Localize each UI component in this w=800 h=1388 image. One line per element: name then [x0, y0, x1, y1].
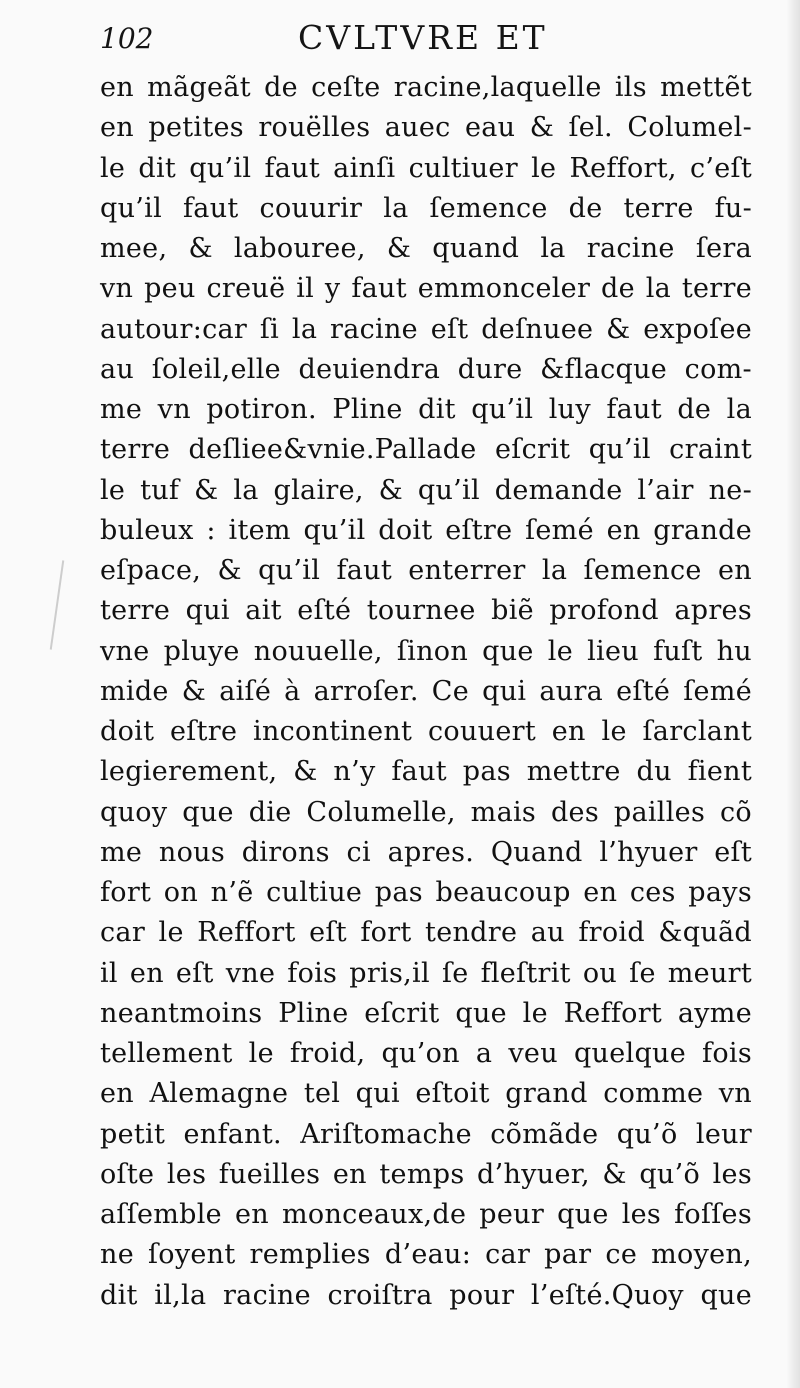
text-line: en mãgeãt de ceſte racine,laquelle ils mettẽt [100, 72, 752, 103]
text-line: petit enfant. Ariſtomache cõmãde qu’õ leur [100, 1118, 752, 1150]
text-line: fort on n’ẽ cultiue pas beaucoup en ces pays [100, 877, 752, 908]
text-line: me vn potiron. Pline dit qu’il luy faut de la [100, 394, 752, 425]
text-line: neantmoins Pline eſcrit que le Reffort ayme [100, 997, 752, 1029]
text-line: en Alemagne tel qui eſtoit grand comme vn [100, 1078, 752, 1110]
text-line: buleux : item qu’il doit eſtre ſemé en grande [100, 514, 752, 546]
text-line: mide & aiſé à arroſer. Ce qui aura eſté ſemé [100, 675, 752, 707]
text-line: le tuf & la glaire, & qu’il demande l’air ne- [100, 474, 752, 506]
text-line: vn peu creuë il y faut emmonceler de la terre [100, 273, 752, 305]
page-edge-shadow [786, 0, 800, 1388]
text-line: tellement le froid, qu’on a veu quelque fois [100, 1038, 752, 1069]
text-line: doit eſtre incontinent couuert en le ſarclant [100, 716, 752, 747]
text-line: mee, & labouree, & quand la racine ſera [100, 233, 752, 264]
running-head: CVLTVRE ET [298, 18, 548, 57]
text-line: autour:car ſi la racine eſt deſnuee & expoſee [100, 313, 752, 345]
margin-pencil-mark [50, 560, 65, 649]
text-line: il en eſt vne fois pris,il ſe fleſtrit ou ſe meurt [100, 957, 752, 989]
text-line: en petites rouëlles auec eau & ſel. Columel- [100, 112, 752, 144]
text-line: dit il,la racine croiſtra pour l’eſté.Quoy que [100, 1279, 752, 1311]
page-number: 102 [100, 22, 154, 55]
text-line: oſte les fueilles en temps d’hyuer, & qu’õ les [100, 1158, 752, 1190]
text-line: eſpace, & qu’il faut enterrer la ſemence en [100, 555, 752, 586]
text-line: au ſoleil,elle deuiendra dure &flacque com- [100, 353, 752, 385]
text-line: le dit qu’il faut ainſi cultiuer le Reffort, c’eſt [100, 152, 752, 184]
text-line: car le Reffort eſt fort tendre au froid &quãd [100, 917, 752, 949]
text-line: vne pluye nouuelle, ſinon que le lieu fuſt hu [100, 635, 752, 667]
text-line: quoy que die Columelle, mais des pailles cõ [100, 796, 752, 828]
text-line: legierement, & n’y faut pas mettre du fient [100, 756, 752, 788]
text-line: ne ſoyent remplies d’eau: car par ce moyen, [100, 1239, 752, 1271]
text-line: me nous dirons ci apres. Quand l’hyuer eſt [100, 836, 752, 868]
page-header [100, 18, 760, 68]
text-line: terre qui ait eſté tournee biẽ profond apres [100, 595, 752, 627]
text-line: qu’il faut couurir la ſemence de terre fu- [100, 192, 752, 224]
text-line: aſſemble en monceaux,de peur que les foſſes [100, 1199, 752, 1230]
text-line: terre deſliee&vnie.Pallade eſcrit qu’il craint [100, 434, 752, 466]
body-text [100, 68, 760, 1316]
